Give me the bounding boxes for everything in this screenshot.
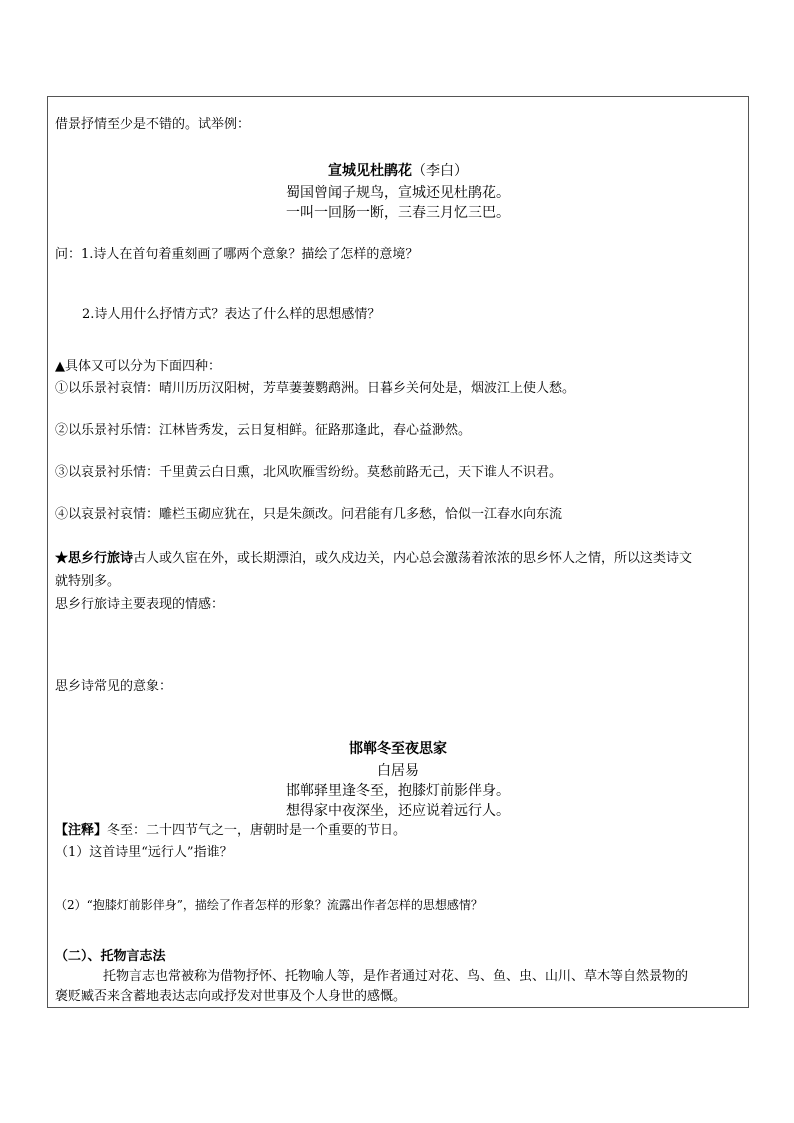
note: [55, 823, 406, 839]
type-item-1: ①以乐景衬哀情：晴川历历汉阳树，芳草萋萋鹦鹉洲。日暮乡关何处是，烟波江上使人愁。: [55, 381, 576, 396]
question-1: 问：1.诗人在首句着重刻画了哪两个意象？描绘了怎样的意境？: [55, 247, 419, 262]
question-4: （2）“抱膝灯前影伴身”，描绘了作者怎样的形象？流露出作者怎样的思想感情？: [55, 898, 483, 912]
poem1-line1: 蜀国曾闻子规鸟，宣城还见杜鹃花。: [286, 185, 510, 201]
section2-heading: （二）、托物言志法: [55, 949, 166, 964]
emotion-prompt: 思乡行旅诗主要表现的情感：: [55, 597, 225, 612]
intro-text: 借景抒情至少是不错的。试举例：: [55, 117, 251, 132]
type-item-4: ④以哀景衬哀情：雕栏玉砌应犹在，只是朱颜改。问君能有几多愁，恰似一江春水向东流: [55, 507, 563, 522]
poem1-title: 宣城见杜鹃花: [328, 163, 412, 179]
poem2-line2: 想得家中夜深坐，还应说着远行人。: [286, 803, 510, 819]
poem2-author: 白居易: [377, 763, 419, 779]
question-3: （1）这首诗里“远行人”指谁？: [55, 845, 233, 860]
types-heading: ▲具体又可以分为下面四种：: [55, 359, 221, 374]
content-frame: [47, 96, 749, 1008]
type-item-2: ②以乐景衬乐情：江林皆秀发，云日复相鲜。征路那逢此，春心益渺然。: [55, 423, 472, 438]
poem1-author: （李白）: [412, 163, 468, 179]
poem1-line2: 一叫一回肠一断，三春三月忆三巴。: [286, 205, 510, 221]
note-text: 冬至：二十四节气之一，唐朝时是一个重要的节日。: [107, 823, 407, 838]
type-item-3: ③以哀景衬乐情：千里黄云白日熏，北风吹雁雪纷纷。莫愁前路无己，天下谁人不识君。: [55, 465, 563, 480]
imagery-prompt: 思乡诗常见的意象：: [55, 679, 173, 694]
question-2: 2.诗人用什么抒情方式？表达了什么样的思想感情？: [82, 307, 381, 322]
homesick-label: ★思乡行旅诗: [55, 551, 134, 566]
poem2-title: 邯郸冬至夜思家: [349, 741, 447, 757]
section2-para-2: 褒贬臧否来含蓄地表达志向或抒发对世事及个人身世的感慨。: [55, 989, 407, 1004]
poem2-line1: 邯郸驿里逢冬至，抱膝灯前影伴身。: [286, 783, 510, 799]
homesick-text-1: 古人或久宦在外，或长期漂泊，或久戍边关，内心总会激荡着浓浓的思乡怀人之情，所以这类诗文: [133, 551, 693, 566]
note-label: 【注释】: [55, 823, 108, 838]
homesick-line1: [55, 551, 692, 567]
poem1-heading: [48, 163, 748, 179]
homesick-text-2: 就特别多。: [55, 574, 121, 589]
section2-para-1: 托物言志也常被称为借物抒怀、托物喻人等，是作者通过对花、鸟、鱼、虫、山川、草木等自然景物的: [103, 969, 689, 984]
